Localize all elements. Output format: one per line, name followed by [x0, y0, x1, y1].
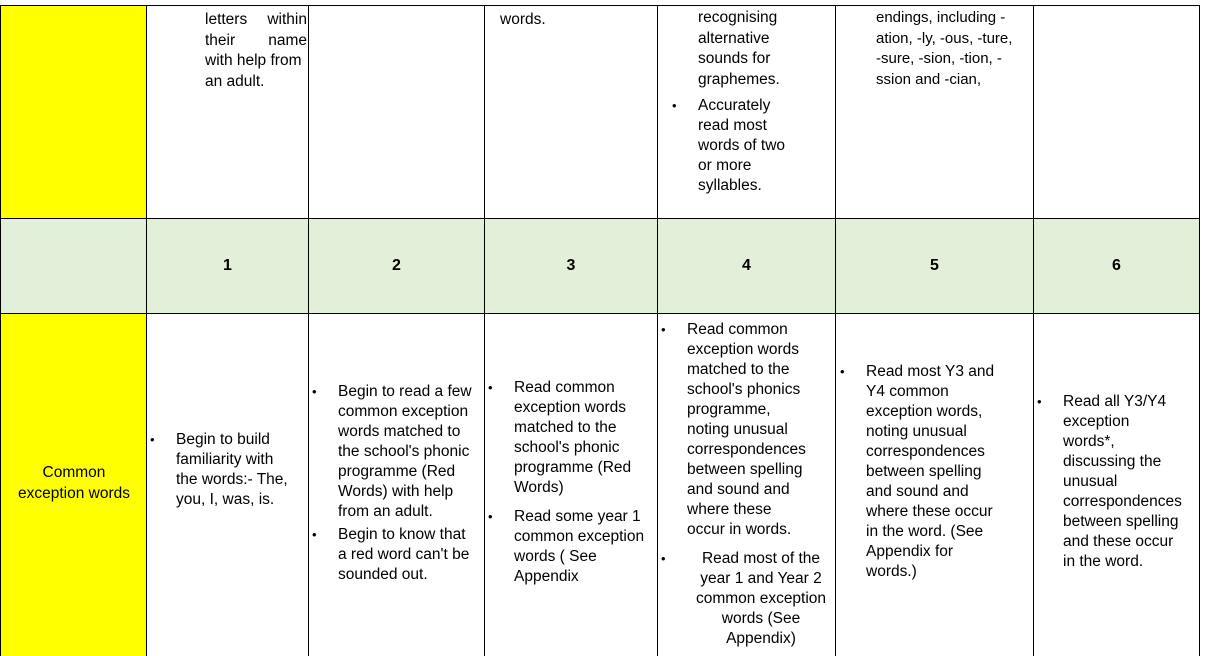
row1-col2-cell: [309, 6, 485, 219]
row1-col1-text: letters within their name with help from an adult.: [205, 11, 307, 90]
year-1-cell: [147, 314, 309, 656]
year-4-bullet-b: • Read most of the year 1 and Year 2 common exception words (See Appendix): [687, 549, 835, 649]
row1-col4-cell: [658, 6, 836, 219]
row1-col5-cell: [836, 6, 1034, 219]
row1-col4-bullet-b: • Accurately read most words of two or more syllables.: [698, 96, 785, 196]
row1-col1-cell: [147, 6, 309, 219]
year-2-bullet-b: • Begin to know that a red word can't be sounded out.: [338, 525, 469, 585]
common-exception-label: Common exception words: [17, 464, 130, 502]
year-2-header: 2: [309, 219, 485, 314]
year-3-bullet-b: • Read some year 1 common exception words ( See Appendix: [514, 507, 644, 587]
year-1-header: 1: [147, 219, 309, 314]
year-6-header: 6: [1034, 219, 1200, 314]
year-5-cell: [836, 314, 1034, 656]
row1-col3-cell: [485, 6, 658, 219]
row1-label-cell: [1, 6, 147, 219]
year-3-cell: [485, 314, 658, 656]
row1-col3-text: words.: [500, 11, 546, 28]
row1-col4-text-a: recognising alternative sounds for graphemes.: [698, 9, 780, 88]
header-blank-cell: [1, 219, 147, 314]
year-2-cell: [309, 314, 485, 656]
row1-col5-text: endings, including - ation, -ly, -ous, -ture, -sure, -sion, -tion, - ssion and -cian,: [876, 9, 1013, 88]
common-exception-label-cell: [1, 314, 147, 656]
year-4-cell: [658, 314, 836, 656]
year-3-header: 3: [485, 219, 658, 314]
year-5-bullet: • Read most Y3 and Y4 common exception words, noting unusual correspondences between spelling and sound and where these occur in the word. (See Appendix for words.): [866, 362, 994, 582]
year-5-header: 5: [836, 219, 1034, 314]
year-1-bullet: • Begin to build familiarity with the words:- The, you, I, was, is.: [176, 430, 288, 510]
year-2-bullet-a: • Begin to read a few common exception words matched to the school's phonic programme (Red Words) with help from an adult.: [338, 382, 472, 522]
year-3-bullet-a: • Read common exception words matched to the school's phonic programme (Red Words): [514, 378, 631, 498]
year-6-bullet: • Read all Y3/Y4 exception words*, discussing the unusual correspondences between spelling and these occur in the word.: [1063, 392, 1182, 572]
year-4-header: 4: [658, 219, 836, 314]
year-6-cell: [1034, 314, 1200, 656]
row1-col6-cell: [1034, 6, 1200, 219]
year-4-bullet-a: • Read common exception words matched to the school's phonics programme, noting unusual correspondences between spelling and sound and where these occur in words.: [687, 320, 806, 540]
